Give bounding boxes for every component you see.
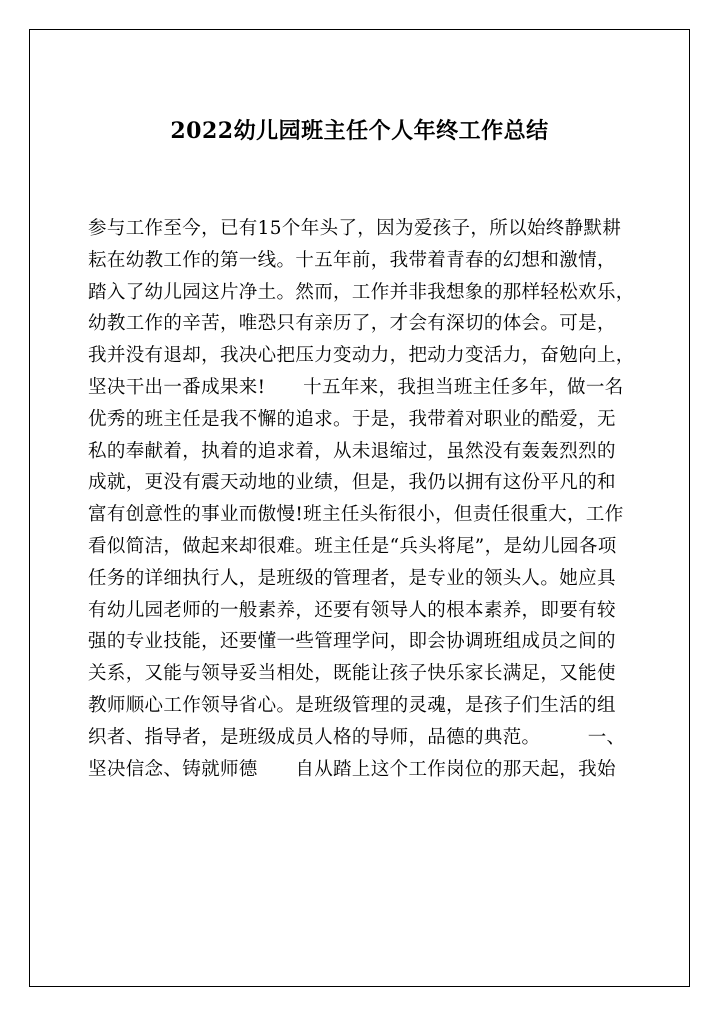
body-line: 任务的详细执行人，是班级的管理者，是专业的领头人。她应具	[88, 567, 616, 589]
body-line: 参与工作至今，已有15个年头了，因为爱孩子，所以始终静默耕	[88, 218, 622, 239]
body-line: 坚决信念、铸就师德 自从踏上这个工作岗位的那天起，我始	[88, 758, 616, 780]
document-body	[88, 213, 636, 785]
body-line: 教师顺心工作领导省心。是班级管理的灵魂，是孩子们生活的组	[88, 694, 616, 716]
body-line: 私的奉献着，执着的追求着，从未退缩过，虽然没有轰轰烈烈的	[88, 440, 616, 462]
body-line: 耘在幼教工作的第一线。十五年前，我带着青春的幻想和激情，	[88, 249, 616, 271]
body-line: 关系，又能与领导妥当相处，既能让孩子快乐家长满足，又能使	[88, 663, 616, 685]
body-line: 优秀的班主任是我不懈的追求。于是，我带着对职业的酷爱，无	[88, 408, 616, 430]
body-line: 踏入了幼儿园这片净土。然而，工作并非我想象的那样轻松欢乐，	[88, 281, 635, 303]
body-line: 成就，更没有震天动地的业绩，但是，我仍以拥有这份平凡的和	[88, 472, 616, 494]
body-line: 富有创意性的事业而傲慢!班主任头衔很小，但责任很重大，工作	[88, 504, 624, 526]
body-line: 织者、指导者，是班级成员人格的导师，品德的典范。 一、	[88, 726, 626, 748]
body-line: 有幼儿园老师的一般素养，还要有领导人的根本素养，即要有较	[88, 599, 616, 621]
body-line: 强的专业技能，还要懂一些管理学问，即会协调班组成员之间的	[88, 631, 616, 653]
body-line: 幼教工作的辛苦，唯恐只有亲历了，才会有深切的体会。可是，	[88, 313, 616, 335]
document-title: 2022幼儿园班主任个人年终工作总结	[170, 118, 549, 144]
body-line: 坚决干出一番成果来! 十五年来，我担当班主任多年，做一名	[88, 376, 624, 398]
body-line: 我并没有退却，我决心把压力变动力，把动力变活力，奋勉向上，	[88, 345, 635, 367]
body-line: 看似简洁，做起来却很难。班主任是“兵头将尾”，是幼儿园各项	[88, 535, 617, 557]
